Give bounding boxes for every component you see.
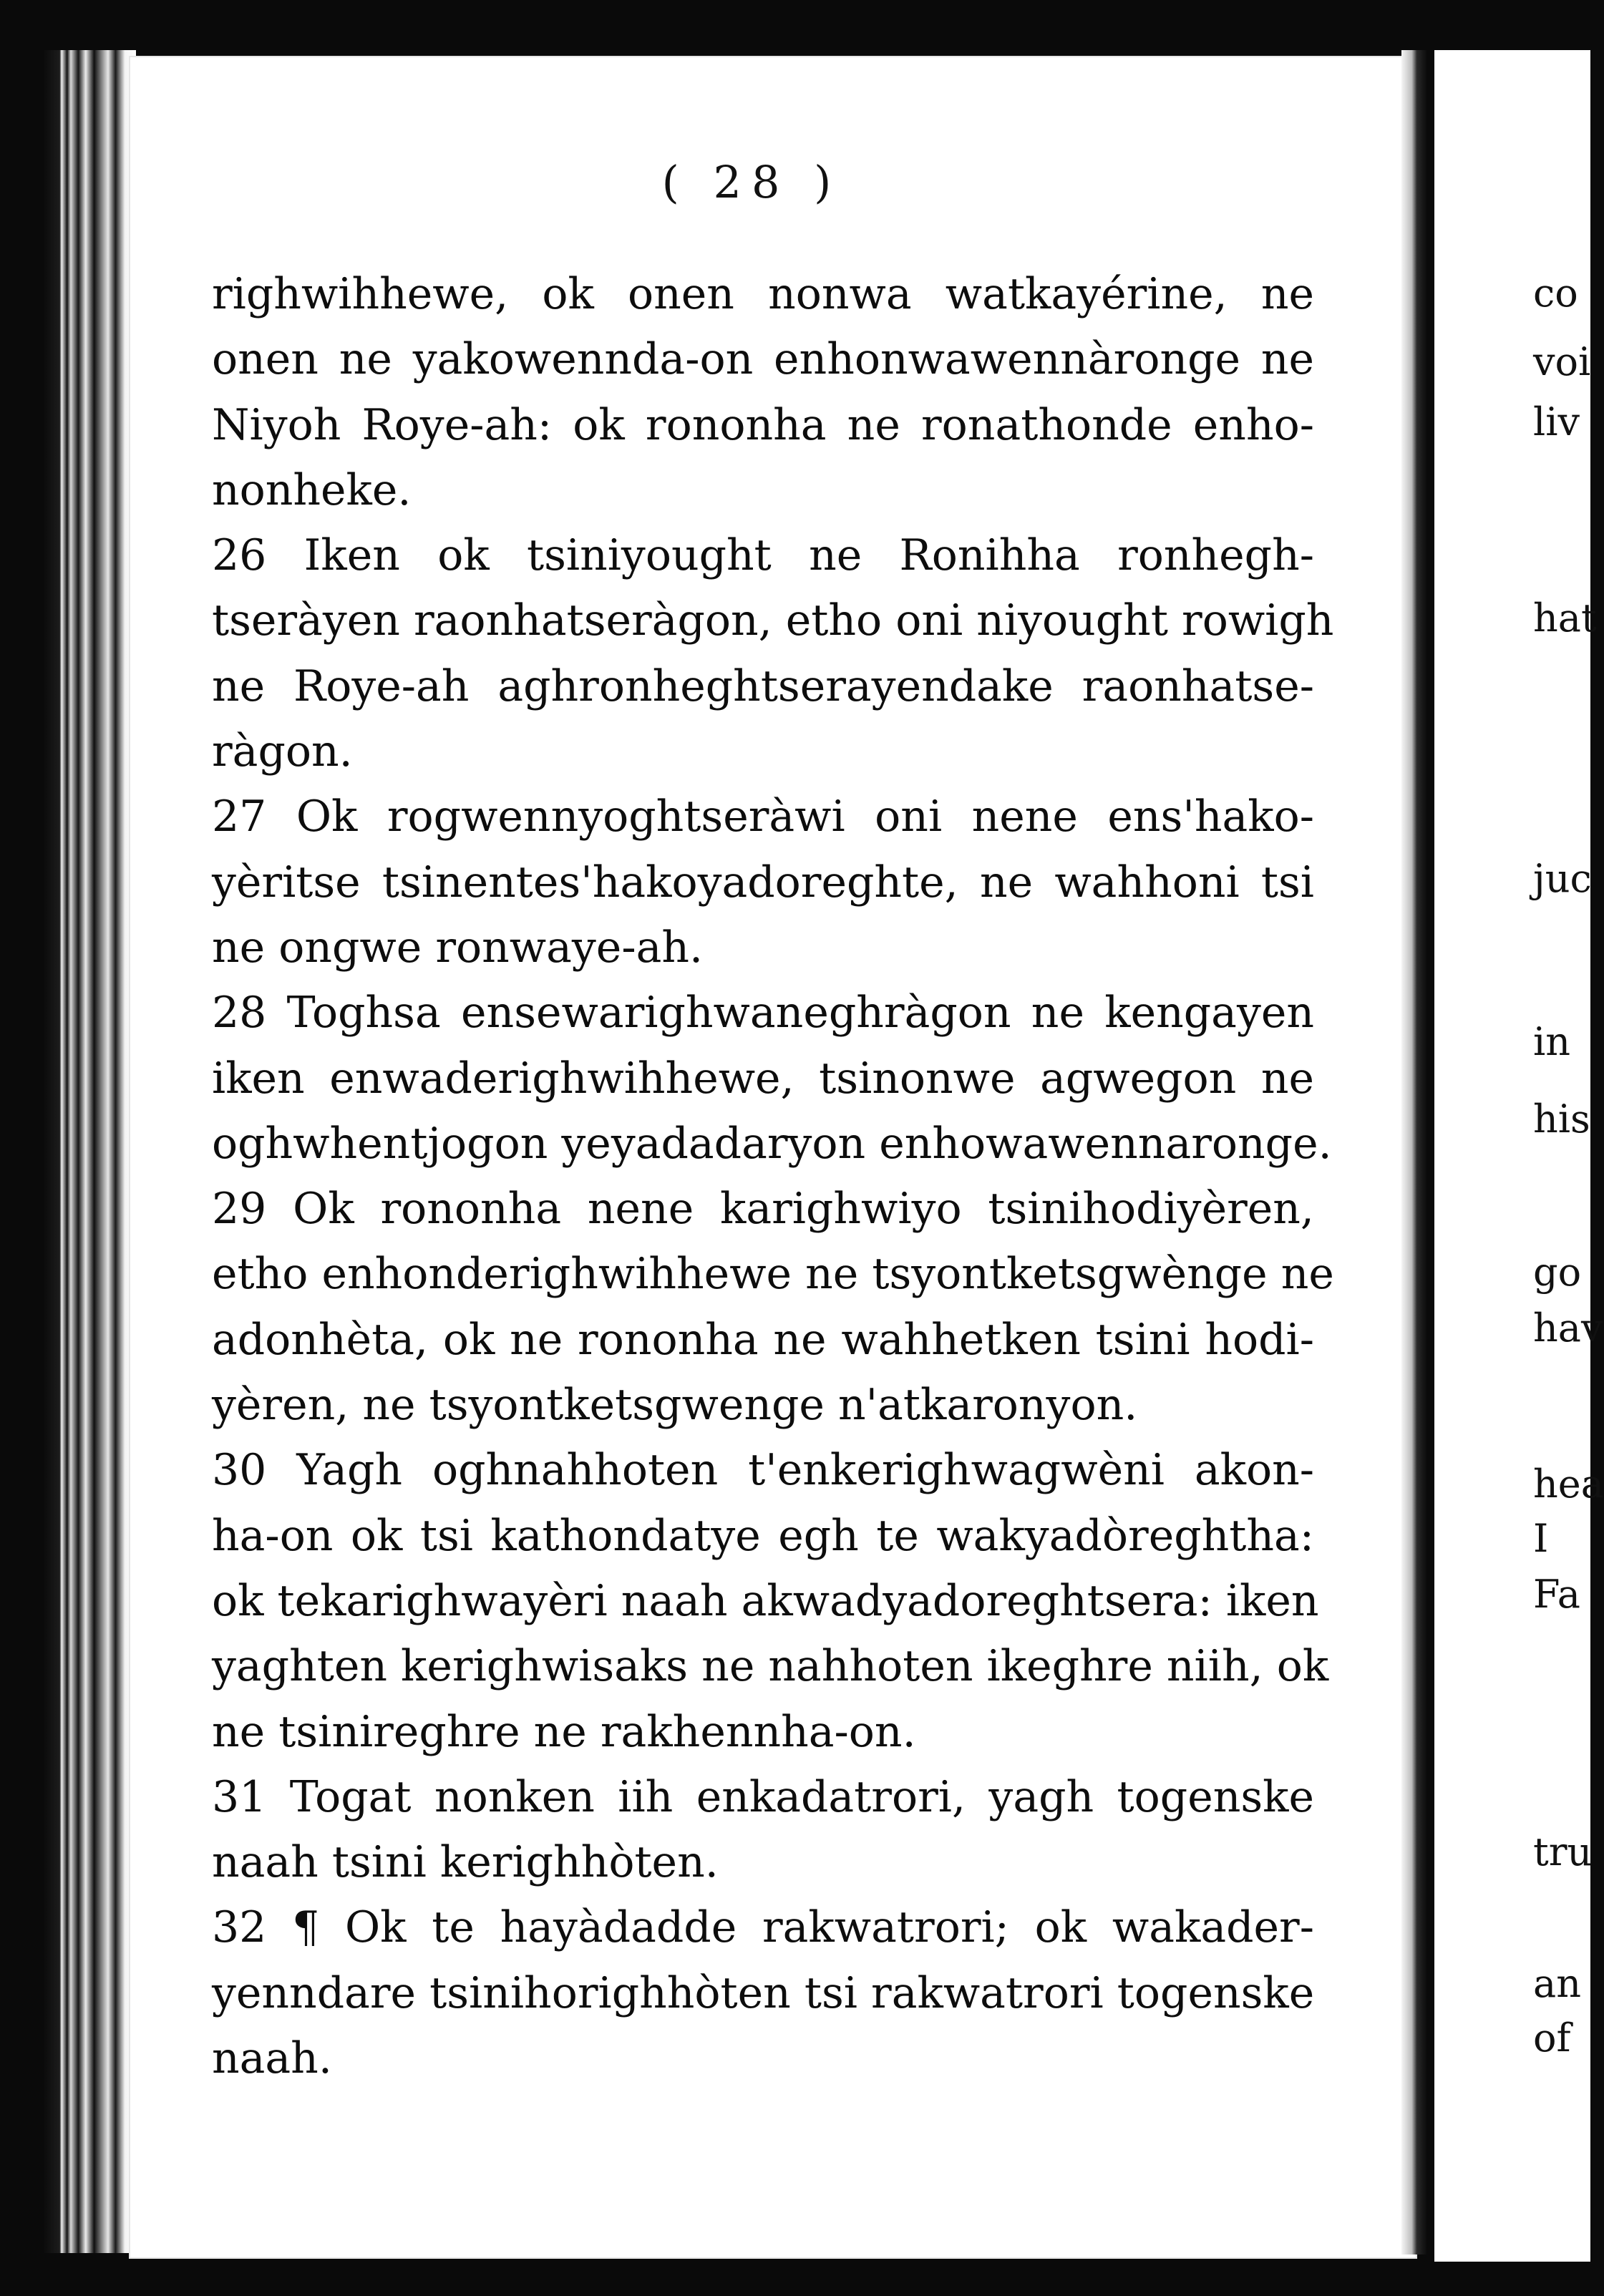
text-line: ne tsinireghre ne rakhennha-on. — [212, 1706, 916, 1757]
facing-page-fragment: liv — [1533, 399, 1580, 444]
paragraph — [212, 784, 1314, 981]
paragraph — [212, 1177, 1334, 1438]
text-line: 30 Yagh oghnahhoten t'enkerighwagwèni akon- — [212, 1445, 1314, 1496]
text-line: nonheke. — [212, 464, 412, 515]
paragraph — [212, 1895, 1314, 2091]
facing-page-fragment: in — [1533, 1019, 1571, 1064]
text-line: yèritse tsinentes'hakoyadoreghte, ne wahhoni tsi — [212, 857, 1314, 908]
facing-page-fragment: Fa — [1533, 1572, 1580, 1617]
text-line: yèren, ne tsyontketsgwenge n'atkaronyon. — [212, 1380, 1138, 1431]
facing-page-fragment: voi — [1533, 339, 1591, 384]
text-line: 31 Togat nonken iih enkadatrori, yagh togenske — [212, 1771, 1314, 1822]
paragraph — [212, 981, 1332, 1177]
facing-page-fragment: go — [1533, 1250, 1582, 1295]
text-line: 27 Ok rogwennyoghtseràwi oni nene ens'hako- — [212, 792, 1314, 842]
page-body-text — [212, 262, 1334, 2091]
text-line: ha-on ok tsi kathondatye egh te wakyadòreghtha: — [212, 1510, 1314, 1561]
facing-page-fragment: his — [1533, 1096, 1590, 1142]
paragraph — [212, 523, 1334, 784]
facing-page-fragment: tru — [1533, 1829, 1593, 1874]
facing-page-fragment: hea — [1533, 1461, 1604, 1507]
text-line: ne ongwe ronwaye-ah. — [212, 922, 704, 973]
paragraph — [212, 1765, 1314, 1896]
text-line: iken enwaderighwihhewe, tsinonwe agwegon ne — [212, 1053, 1314, 1104]
text-line: Niyoh Roye-ah: ok rononha ne ronathonde enho- — [212, 399, 1314, 450]
facing-page-fragment: hav — [1533, 1305, 1603, 1351]
facing-page-fragment: of — [1533, 2015, 1571, 2061]
text-line: onen ne yakowennda-on enhonwawennàronge ne — [212, 334, 1314, 385]
text-line: adonhèta, ok ne rononha ne wahhetken tsini hodi- — [212, 1314, 1314, 1365]
text-line: 32 ¶ Ok te hayàdadde rakwatrori; ok wakader- — [212, 1902, 1314, 1953]
facing-page-fragment: I — [1533, 1516, 1549, 1561]
text-line: 29 Ok rononha nene karighwiyo tsinihodiyèren, — [212, 1184, 1314, 1235]
text-line: ràgon. — [212, 726, 353, 777]
text-line: 28 Toghsa ensewarighwaneghràgon ne kengayen — [212, 988, 1314, 1038]
facing-page-fragment: hat — [1533, 595, 1597, 641]
text-line: naah tsini kerighhòten. — [212, 1837, 719, 1888]
facing-page-fragment: an — [1533, 1961, 1581, 2006]
text-line: naah. — [212, 2033, 332, 2084]
text-line: 26 Iken ok tsiniyought ne Ronihha ronhegh- — [212, 530, 1314, 581]
text-line: righwihhewe, ok onen nonwa watkayérine, ne — [212, 269, 1314, 319]
page-gutter — [1401, 50, 1427, 2254]
facing-page-fragment: juc — [1533, 856, 1592, 901]
page-number: ( 28 ) — [661, 156, 842, 208]
text-line: etho enhonderighwihhewe ne tsyontketsgwènge ne — [212, 1249, 1334, 1300]
book-spine — [43, 50, 136, 2253]
paragraph — [212, 262, 1314, 523]
text-line: yaghten kerighwisaks ne nahhoten ikeghre niih, ok — [212, 1641, 1329, 1692]
text-line: ne Roye-ah aghronheghtserayendake raonhatse- — [212, 661, 1314, 711]
text-line: oghwhentjogon yeyadadaryon enhowawennaronge. — [212, 1118, 1332, 1169]
text-line: ok tekarighwayèri naah akwadyadoreghtsera: iken — [212, 1575, 1319, 1626]
text-line: yenndare tsinihorighhòten tsi rakwatrori togenske — [212, 1967, 1315, 2018]
facing-page-fragment: co — [1533, 271, 1578, 316]
text-line: tseràyen raonhatseràgon, etho oni niyought rowigh — [212, 595, 1334, 646]
paragraph — [212, 1438, 1329, 1764]
